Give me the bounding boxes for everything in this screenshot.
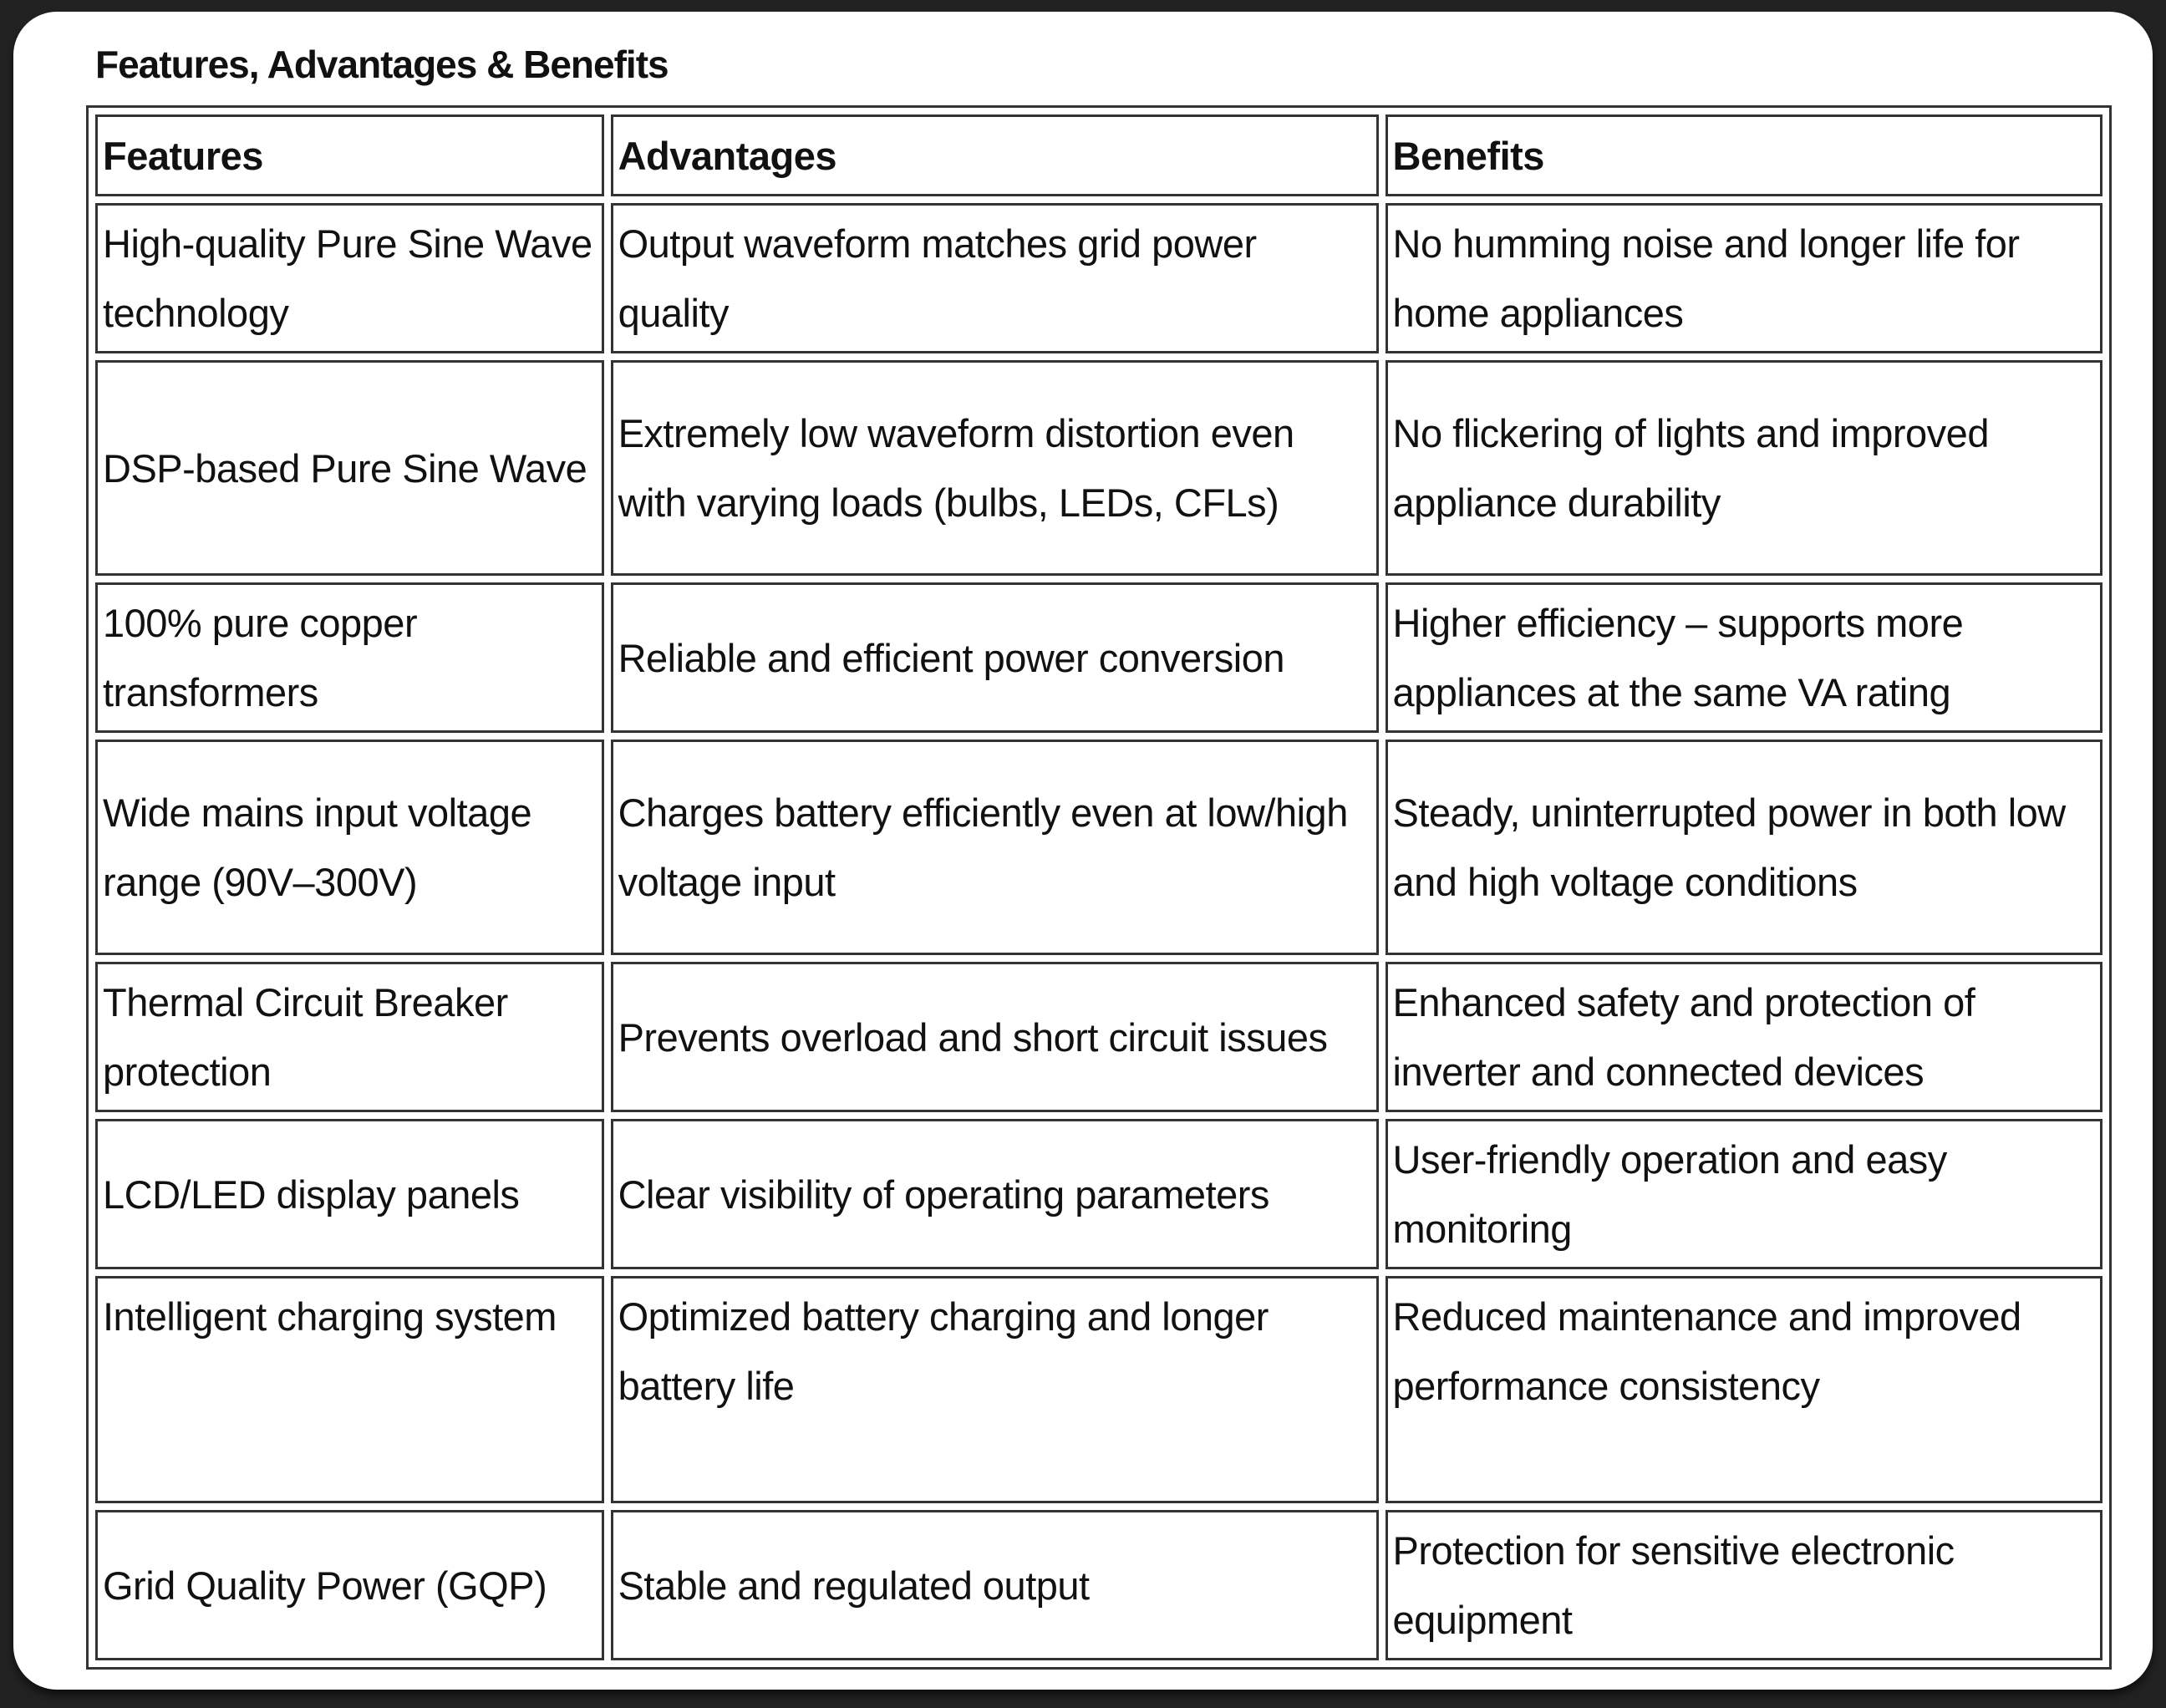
advantage-cell: Extremely low waveform distortion even with varying loads (bulbs, LEDs, CFLs) <box>611 360 1379 576</box>
benefit-cell: Steady, uninterrupted power in both low and high voltage conditions <box>1386 740 2103 955</box>
advantage-cell: Reliable and efficient power conversion <box>611 582 1379 733</box>
advantage-cell: Clear visibility of operating parameters <box>611 1119 1379 1269</box>
advantage-cell: Stable and regulated output <box>611 1510 1379 1660</box>
feature-cell: 100% pure copper transformers <box>95 582 604 733</box>
features-advantages-benefits-table <box>86 105 2112 1670</box>
feature-cell: Thermal Circuit Breaker protection <box>95 962 604 1112</box>
benefit-cell: Enhanced safety and protection of inverter and connected devices <box>1386 962 2103 1112</box>
feature-cell: DSP-based Pure Sine Wave <box>95 360 604 576</box>
advantage-cell: Charges battery efficiently even at low/high voltage input <box>611 740 1379 955</box>
advantage-cell: Optimized battery charging and longer battery life <box>611 1276 1379 1503</box>
table-row <box>95 1119 2102 1269</box>
page-title: Features, Advantages & Benefits <box>95 43 669 86</box>
feature-cell: High-quality Pure Sine Wave technology <box>95 203 604 353</box>
feature-cell: Wide mains input voltage range (90V–300V) <box>95 740 604 955</box>
header-features: Features <box>95 114 604 196</box>
feature-cell: Intelligent charging system <box>95 1276 604 1503</box>
benefit-cell: Higher efficiency – supports more appliances at the same VA rating <box>1386 582 2103 733</box>
document-card <box>13 12 2153 1690</box>
benefit-cell: Reduced maintenance and improved performance consistency <box>1386 1276 2103 1503</box>
table-header-row <box>95 114 2102 196</box>
table-row <box>95 360 2102 576</box>
header-benefits: Benefits <box>1386 114 2103 196</box>
advantage-cell: Prevents overload and short circuit issues <box>611 962 1379 1112</box>
benefit-cell: User-friendly operation and easy monitoring <box>1386 1119 2103 1269</box>
table-row <box>95 1276 2102 1503</box>
benefit-cell: Protection for sensitive electronic equipment <box>1386 1510 2103 1660</box>
benefit-cell: No humming noise and longer life for home appliances <box>1386 203 2103 353</box>
benefit-cell: No flickering of lights and improved appliance durability <box>1386 360 2103 576</box>
table-row <box>95 203 2102 353</box>
table-row <box>95 740 2102 955</box>
table-row <box>95 962 2102 1112</box>
feature-cell: Grid Quality Power (GQP) <box>95 1510 604 1660</box>
table-row <box>95 582 2102 733</box>
header-advantages: Advantages <box>611 114 1379 196</box>
table-row <box>95 1510 2102 1660</box>
feature-cell: LCD/LED display panels <box>95 1119 604 1269</box>
advantage-cell: Output waveform matches grid power quality <box>611 203 1379 353</box>
